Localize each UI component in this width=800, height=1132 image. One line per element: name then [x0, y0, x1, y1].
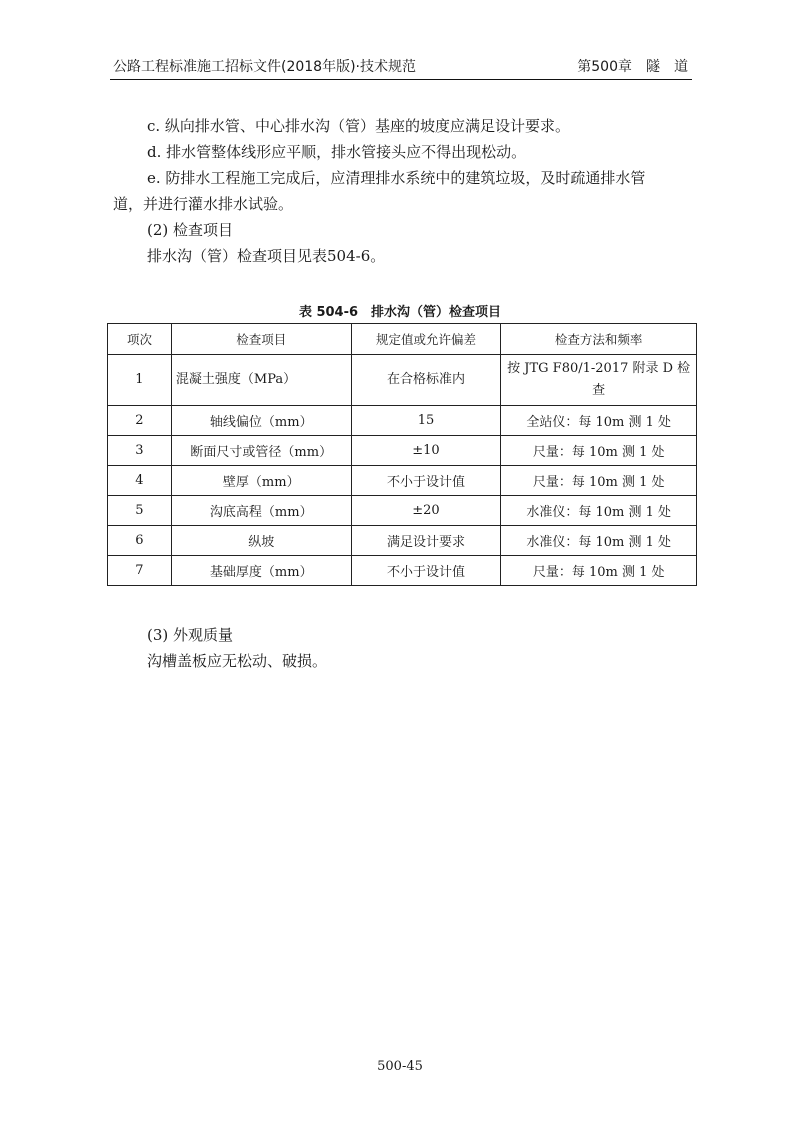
cell-specified-value: 满足设计要求: [351, 526, 501, 556]
cell-inspection-item: 纵坡: [171, 526, 351, 556]
cell-specified-value: 不小于设计值: [351, 556, 501, 586]
paragraph-e-line2: 道，并进行灌水排水试验。: [113, 195, 294, 213]
table-caption: 表 504-6 排水沟（管）检查项目: [298, 305, 502, 320]
running-header: [113, 56, 690, 78]
cell-item-number: 3: [108, 436, 172, 466]
cell-method-frequency: 水准仪：每 10m 测 1 处: [501, 496, 697, 526]
paragraph-d: d. 排水管整体线形应平顺，排水管接头应不得出现松动。: [147, 143, 527, 161]
cell-method-frequency: 水准仪：每 10m 测 1 处: [501, 526, 697, 556]
inspection-table: [107, 323, 697, 586]
table-row: [108, 436, 697, 466]
table-row: [108, 406, 697, 436]
cell-item-number: 2: [108, 406, 172, 436]
cell-method-frequency: 尺量：每 10m 测 1 处: [501, 466, 697, 496]
cell-method-frequency: 全站仪：每 10m 测 1 处: [501, 406, 697, 436]
cell-specified-value: ±20: [351, 496, 501, 526]
header-divider: [110, 79, 692, 80]
cell-method-frequency: 按 JTG F80/1-2017 附录 D 检查: [501, 355, 697, 406]
cell-specified-value: 在合格标准内: [351, 355, 501, 406]
header-inspection-item: 检查项目: [171, 324, 351, 355]
header-method-frequency: 检查方法和频率: [501, 324, 697, 355]
cell-inspection-item: 轴线偏位（mm）: [171, 406, 351, 436]
header-chapter-title: 第500章 隧 道: [577, 59, 688, 75]
cell-inspection-item: 混凝土强度（MPa）: [171, 355, 351, 406]
table-row: [108, 355, 697, 406]
cell-specified-value: 15: [351, 406, 501, 436]
header-item-number: 项次: [108, 324, 172, 355]
paragraph-appearance-requirement: 沟槽盖板应无松动、破损。: [147, 652, 328, 670]
cell-specified-value: 不小于设计值: [351, 466, 501, 496]
paragraph-table-reference: 排水沟（管）检查项目见表504-6。: [147, 247, 386, 265]
header-specified-value: 规定值或允许偏差: [351, 324, 501, 355]
header-document-title: 公路工程标准施工招标文件(2018年版)·技术规范: [113, 59, 417, 75]
table-row: [108, 496, 697, 526]
cell-method-frequency: 尺量：每 10m 测 1 处: [501, 436, 697, 466]
cell-specified-value: ±10: [351, 436, 501, 466]
page-number: 500-45: [377, 1059, 423, 1074]
cell-inspection-item: 壁厚（mm）: [171, 466, 351, 496]
cell-item-number: 7: [108, 556, 172, 586]
paragraph-c: c. 纵向排水管、中心排水沟（管）基座的坡度应满足设计要求。: [147, 117, 570, 135]
section-heading-appearance-quality: (3) 外观质量: [147, 626, 234, 644]
cell-inspection-item: 基础厚度（mm）: [171, 556, 351, 586]
cell-inspection-item: 断面尺寸或管径（mm）: [171, 436, 351, 466]
cell-inspection-item: 沟底高程（mm）: [171, 496, 351, 526]
table-header-row: [108, 324, 697, 355]
table-row: [108, 466, 697, 496]
table-row: [108, 526, 697, 556]
cell-item-number: 6: [108, 526, 172, 556]
cell-item-number: 1: [108, 355, 172, 406]
cell-item-number: 4: [108, 466, 172, 496]
section-heading-inspection-items: (2) 检查项目: [147, 221, 234, 239]
table-row: [108, 556, 697, 586]
cell-item-number: 5: [108, 496, 172, 526]
cell-method-frequency: 尺量：每 10m 测 1 处: [501, 556, 697, 586]
paragraph-e-line1: e. 防排水工程施工完成后，应清理排水系统中的建筑垃圾，及时疏通排水管: [147, 169, 646, 187]
